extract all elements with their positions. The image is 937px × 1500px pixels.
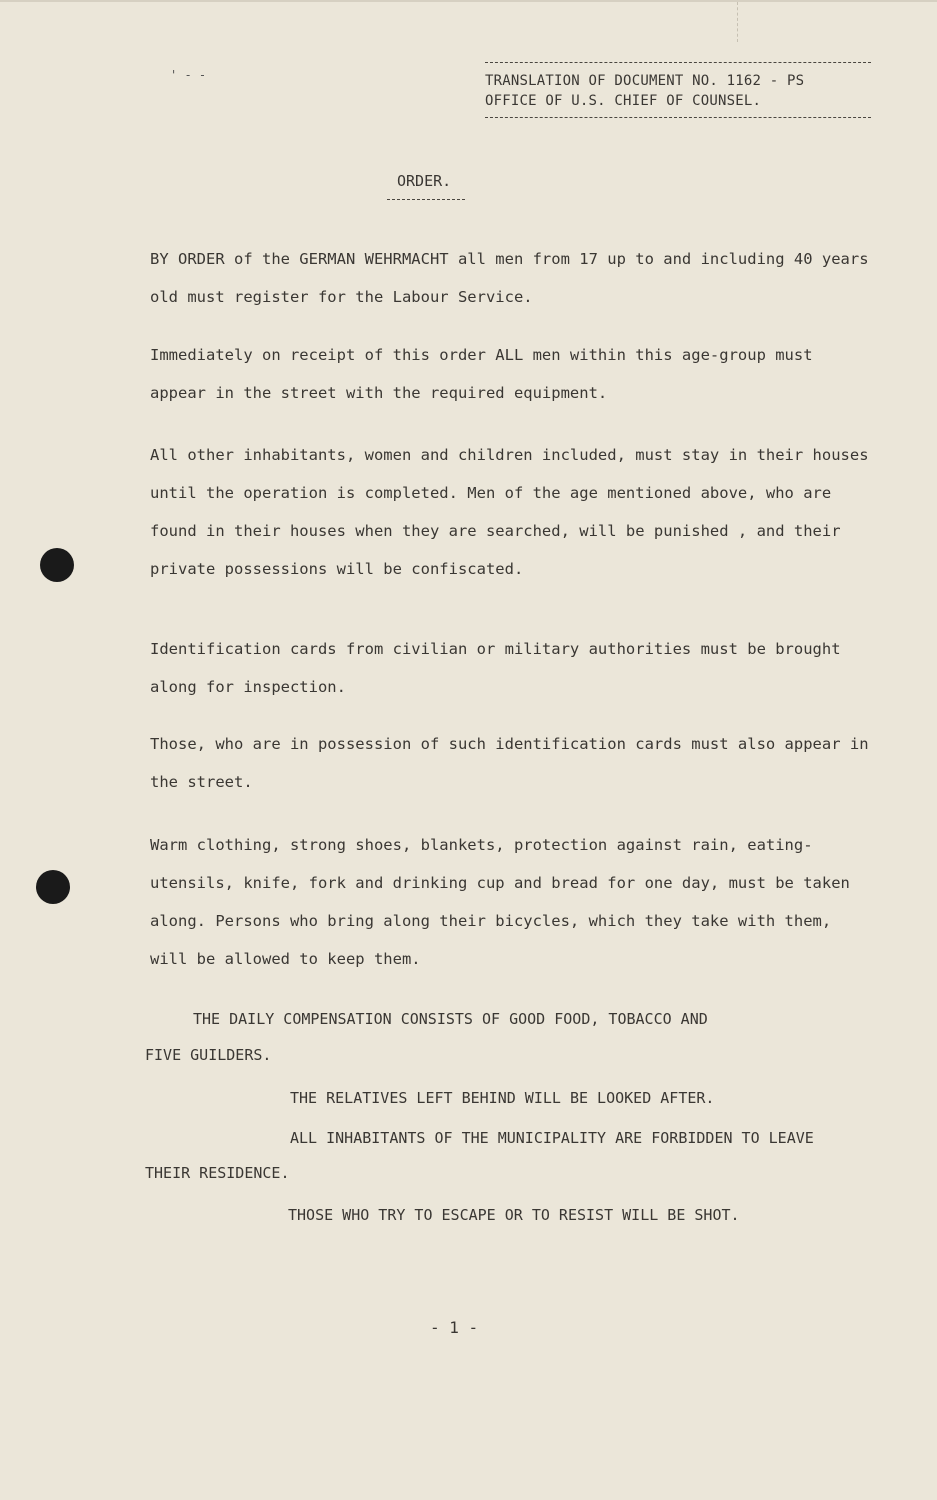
paragraph-immediately: Immediately on receipt of this order ALL men within this age-group must appear in the street with the required equipment. [150,346,813,402]
relatives-line: THE RELATIVES LEFT BEHIND WILL BE LOOKED AFTER. [290,1089,715,1107]
header-top-rule [485,62,871,63]
paragraph-registration: BY ORDER of the GERMAN WEHRMACHT all men from 17 up to and including 40 years old must register for the Labour Service. [150,250,869,306]
paragraph-identification: Identification cards from civilian or military authorities must be brought along for inspection. [150,640,841,696]
punch-hole-top [40,548,74,582]
title-underline [387,199,465,200]
corner-marks: ' - - [170,68,207,82]
page-number: - 1 - [430,1318,479,1337]
translation-header [485,62,871,118]
paragraph-card-holders: Those, who are in possession of such identification cards must also appear in the street. [150,735,869,791]
header-bottom-rule [485,117,871,118]
compensation-line-1: THE DAILY COMPENSATION CONSISTS OF GOOD FOOD, TOBACCO AND [193,1010,708,1028]
header-line-2: OFFICE OF U.S. CHIEF OF COUNSEL. [485,93,762,109]
shot-warning-line: THOSE WHO TRY TO ESCAPE OR TO RESIST WILL BE SHOT. [288,1206,740,1224]
inhabitants-line-2: THEIR RESIDENCE. [145,1164,290,1182]
fold-mark [737,2,739,42]
paragraph-equipment: Warm clothing, strong shoes, blankets, protection against rain, eating-utensils, knife, fork and drinking cup and bread for one day, must be taken along. Persons who bring along their bicycles, which they take with them, will be allowed to keep them. [150,836,850,968]
document-title: ORDER. [397,172,452,190]
compensation-line-2: FIVE GUILDERS. [145,1046,272,1064]
punch-hole-bottom [36,870,70,904]
inhabitants-line-1: ALL INHABITANTS OF THE MUNICIPALITY ARE FORBIDDEN TO LEAVE [290,1129,814,1147]
header-line-1: TRANSLATION OF DOCUMENT NO. 1162 - PS [485,73,805,89]
paragraph-inhabitants: All other inhabitants, women and children included, must stay in their houses until the operation is completed. Men of the age mentioned above, who are found in their houses when they are searched, will be punished , and their private possessions will be confiscated. [150,446,869,578]
